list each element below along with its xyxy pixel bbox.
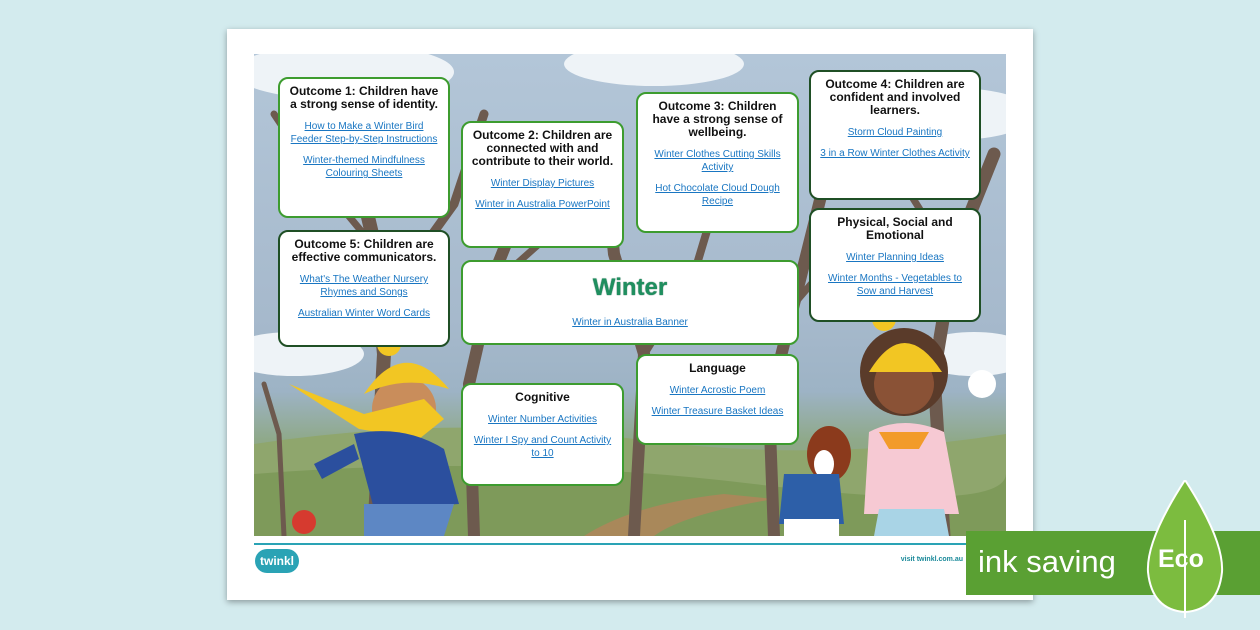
outcome-4-card [809, 70, 981, 200]
storm-cloud-painting-link[interactable]: Storm Cloud Painting [847, 127, 943, 138]
winter-planning-ideas-link[interactable]: Winter Planning Ideas [846, 252, 944, 263]
winter-clothes-cutting-link[interactable]: Winter Clothes Cutting Skills Activity [654, 149, 781, 173]
bird-feeder-link[interactable]: How to Make a Winter Bird Feeder Step-by-Step Instructions [290, 121, 438, 145]
winter-i-spy-link[interactable]: Winter I Spy and Count Activity to 10 [473, 435, 612, 459]
winter-number-activities-link[interactable]: Winter Number Activities [488, 414, 597, 425]
australian-winter-word-cards-link[interactable]: Australian Winter Word Cards [297, 308, 431, 319]
footer-url: visit twinkl.com.au [900, 556, 963, 563]
winter-acrostic-poem-link[interactable]: Winter Acrostic Poem [669, 385, 766, 396]
outcome-2-card [461, 121, 624, 248]
mindfulness-colouring-link[interactable]: Winter-themed Mindfulness Colouring Sheets [303, 155, 425, 179]
footer-divider [254, 543, 1006, 545]
winter-months-vegetables-link[interactable]: Winter Months - Vegetables to Sow and Harvest [828, 273, 962, 297]
card-heading: Cognitive [515, 390, 570, 404]
card-heading: Outcome 5: Children are effective communicators. [291, 237, 437, 264]
card-heading: Physical, Social and Emotional [837, 215, 953, 242]
language-card [636, 354, 799, 445]
poster-title: Winter [592, 274, 668, 301]
winter-display-pictures-link[interactable]: Winter Display Pictures [490, 178, 595, 189]
winter-treasure-basket-link[interactable]: Winter Treasure Basket Ideas [651, 406, 784, 417]
winter-in-australia-banner-link[interactable]: Winter in Australia Banner [572, 317, 688, 328]
weather-nursery-rhymes-link[interactable]: What's The Weather Nursery Rhymes and Songs [299, 274, 429, 298]
card-heading: Outcome 3: Children have a strong sense of wellbeing. [652, 99, 783, 139]
outcome-1-card [278, 77, 450, 218]
eco-label: Eco [1158, 545, 1204, 573]
winter-in-australia-powerpoint-link[interactable]: Winter in Australia PowerPoint [475, 199, 610, 210]
outcome-3-card [636, 92, 799, 233]
card-heading: Outcome 1: Children have a strong sense of identity. [289, 84, 439, 111]
outcome-5-card [278, 230, 450, 347]
winter-illustration [254, 54, 1006, 536]
twinkl-logo: twinkl [255, 549, 299, 573]
card-heading: Outcome 2: Children are connected with and contribute to their world. [471, 128, 614, 168]
three-in-a-row-link[interactable]: 3 in a Row Winter Clothes Activity [820, 148, 970, 159]
physical-social-emotional-card [809, 208, 981, 322]
cognitive-card [461, 383, 624, 486]
winter-title-card [461, 260, 799, 345]
card-heading: Outcome 4: Children are confident and involved learners. [825, 77, 965, 117]
poster-page [227, 29, 1033, 600]
hot-chocolate-cloud-dough-link[interactable]: Hot Chocolate Cloud Dough Recipe [655, 183, 780, 207]
ink-saving-label: ink saving [978, 544, 1116, 579]
card-heading: Language [689, 361, 746, 375]
